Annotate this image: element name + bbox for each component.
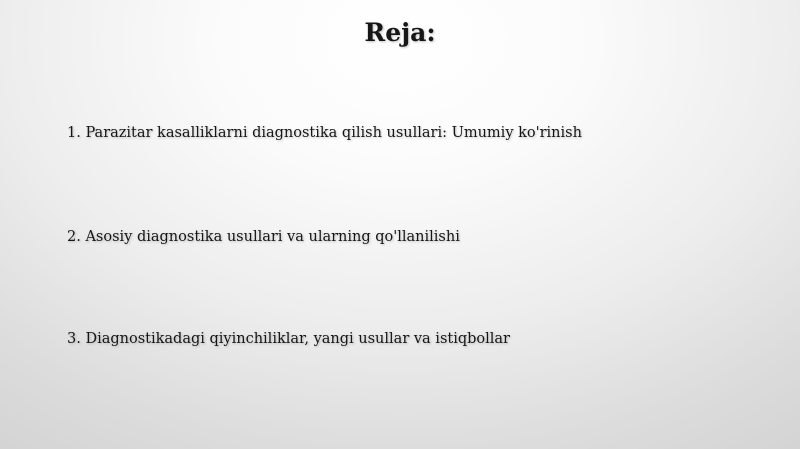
agenda-item-3: 3. Diagnostikadagi qiyinchiliklar, yangi usullar va istiqbollar: [67, 331, 510, 347]
agenda-item-2: 2. Asosiy diagnostika usullari va ularning qo'llanilishi: [67, 229, 460, 245]
agenda-item-1: 1. Parazitar kasalliklarni diagnostika qilish usullari: Umumiy ko'rinish: [67, 125, 582, 141]
slide-title: Reja:: [364, 18, 436, 47]
